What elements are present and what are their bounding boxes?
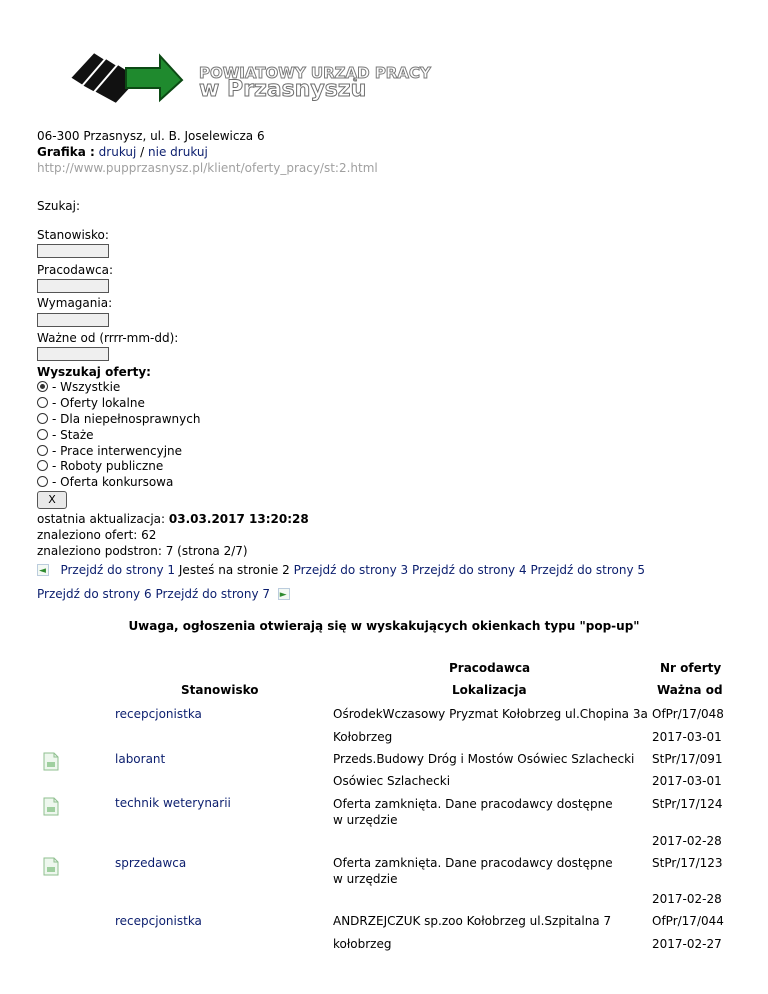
employer-label: Pracodawca: <box>37 263 114 277</box>
row-employer: Przeds.Budowy Dróg i Mostów Osówiec Szlachecki <box>333 752 635 766</box>
grafika-label: Grafika : <box>37 145 95 159</box>
radio-icon[interactable] <box>37 476 48 487</box>
print-link[interactable]: drukuj <box>98 145 137 159</box>
row-employer: ANDRZEJCZUK sp.zoo Kołobrzeg ul.Szpitalna 7 <box>333 914 612 928</box>
row-position-link[interactable]: sprzedawca <box>115 856 187 870</box>
row-employer: Oferta zamknięta. Dane pracodawcy dostępne w urzędzie <box>333 856 613 886</box>
row-offer-no: StPr/17/123 <box>652 856 723 870</box>
row-valid-from: 2017-03-01 <box>652 730 722 744</box>
radio-icon[interactable] <box>37 445 48 456</box>
last-update: ostatnia aktualizacja: 03.03.2017 13:20:28 <box>37 512 309 526</box>
row-offer-no: OfPr/17/048 <box>652 707 724 721</box>
logo-title-line2: w Przasnyszu <box>199 77 367 102</box>
document-icon[interactable] <box>43 752 59 771</box>
option-local[interactable]: - Oferty lokalne <box>37 395 145 411</box>
logo-title-line1: POWIATOWY URZĄD PRACY <box>199 64 431 82</box>
separator: / <box>140 145 145 159</box>
page-1-link[interactable]: Przejdź do strony 1 <box>60 563 176 577</box>
pagination-row1 <box>37 562 645 578</box>
logo-arrow-icon <box>126 56 182 100</box>
option-all[interactable]: - Wszystkie <box>37 379 120 395</box>
page-7-link[interactable]: Przejdź do strony 7 <box>155 587 271 601</box>
header-location: Lokalizacja <box>452 683 527 697</box>
found-pages: znaleziono podstron: 7 (strona 2/7) <box>37 544 248 558</box>
last-update-value: 03.03.2017 13:20:28 <box>168 512 309 526</box>
option-public-works[interactable]: - Roboty publiczne <box>37 458 163 474</box>
search-title: Szukaj: <box>37 199 80 213</box>
row-position-link[interactable]: recepcjonistka <box>115 707 202 721</box>
popup-notice: Uwaga, ogłoszenia otwierają się w wyskakujących okienkach typu "pop-up" <box>128 619 640 633</box>
position-label: Stanowisko: <box>37 228 109 242</box>
header-offer-no: Nr oferty <box>660 661 722 675</box>
row-position-link[interactable]: recepcjonistka <box>115 914 202 928</box>
valid-from-input[interactable] <box>37 347 109 361</box>
header-employer: Pracodawca <box>449 661 531 675</box>
option-competition[interactable]: - Oferta konkursowa <box>37 474 173 490</box>
radio-icon[interactable] <box>37 413 48 424</box>
document-icon[interactable] <box>43 857 59 876</box>
option-internships[interactable]: - Staże <box>37 427 94 443</box>
found-offers: znaleziono ofert: 62 <box>37 528 157 542</box>
document-icon[interactable] <box>43 797 59 816</box>
arrow-left-icon[interactable]: ◄ <box>37 564 49 576</box>
row-employer: OśrodekWczasowy Pryzmat Kołobrzeg ul.Chopina 3a <box>333 707 648 721</box>
row-valid-from: 2017-02-28 <box>652 892 722 906</box>
address: 06-300 Przasnysz, ul. B. Joselewicza 6 <box>37 129 265 143</box>
no-print-link[interactable]: nie drukuj <box>148 145 208 159</box>
header-position: Stanowisko <box>181 683 259 697</box>
page-4-link[interactable]: Przejdź do strony 4 <box>412 563 527 577</box>
offers-filter-label: Wyszukaj oferty: <box>37 365 151 379</box>
option-disabled[interactable]: - Dla niepełnosprawnych <box>37 411 200 427</box>
requirements-input[interactable] <box>37 313 109 327</box>
row-location: Osówiec Szlachecki <box>333 774 451 788</box>
page-3-link[interactable]: Przejdź do strony 3 <box>293 563 409 577</box>
arrow-right-icon[interactable]: ► <box>278 588 290 600</box>
print-options <box>37 144 208 160</box>
row-valid-from: 2017-02-28 <box>652 834 722 848</box>
row-employer: Oferta zamknięta. Dane pracodawcy dostępne w urzędzie <box>333 797 613 827</box>
row-valid-from: 2017-02-27 <box>652 937 722 951</box>
header-valid-from: Ważna od <box>657 683 723 697</box>
row-offer-no: StPr/17/124 <box>652 797 723 811</box>
current-page: Jesteś na stronie 2 <box>178 563 290 577</box>
radio-checked-icon[interactable] <box>37 381 48 392</box>
search-submit-button[interactable]: X <box>37 491 67 509</box>
row-offer-no: StPr/17/091 <box>652 752 723 766</box>
page-6-link[interactable]: Przejdź do strony 6 <box>37 587 152 601</box>
page-5-link[interactable]: Przejdź do strony 5 <box>530 563 646 577</box>
position-input[interactable] <box>37 244 109 258</box>
row-position-link[interactable]: laborant <box>115 752 166 766</box>
radio-icon[interactable] <box>37 429 48 440</box>
row-position-link[interactable]: technik weterynarii <box>115 796 231 810</box>
employer-input[interactable] <box>37 279 109 293</box>
radio-icon[interactable] <box>37 397 48 408</box>
page-url: http://www.pupprzasnysz.pl/klient/oferty_pracy/st:2.html <box>37 161 378 175</box>
row-valid-from: 2017-03-01 <box>652 774 722 788</box>
requirements-label: Wymagania: <box>37 296 113 310</box>
radio-icon[interactable] <box>37 460 48 471</box>
row-offer-no: OfPr/17/044 <box>652 914 724 928</box>
pagination-row2 <box>37 586 290 602</box>
valid-from-label: Ważne od (rrrr-mm-dd): <box>37 331 179 345</box>
option-intervention[interactable]: - Prace interwencyjne <box>37 443 182 459</box>
row-location: Kołobrzeg <box>333 730 393 744</box>
row-location: kołobrzeg <box>333 937 392 951</box>
